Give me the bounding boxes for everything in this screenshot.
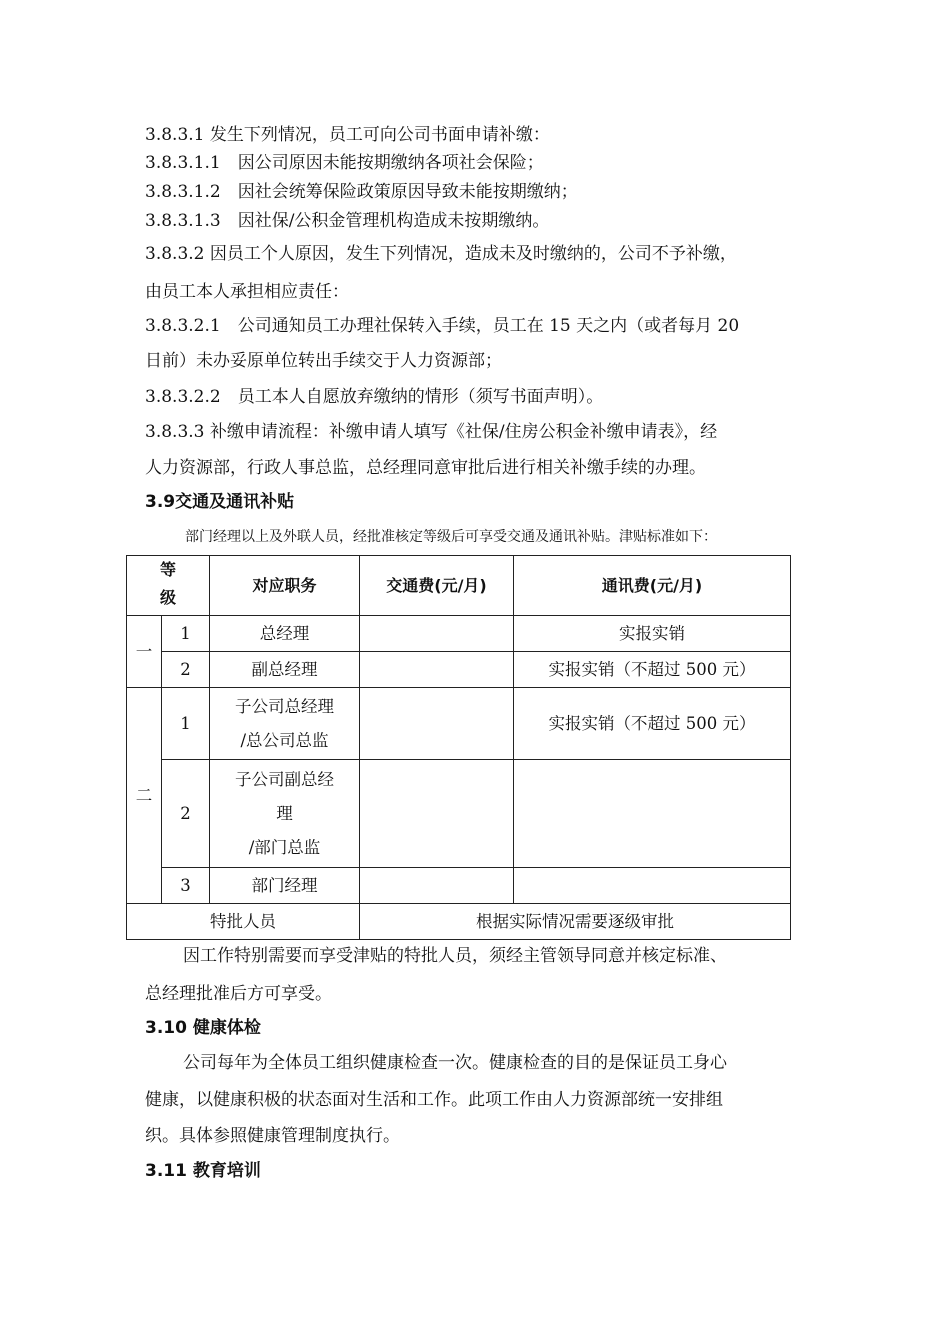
- header-transport: 交通费(元/月): [360, 556, 514, 616]
- row-position: 副总经理: [210, 652, 360, 688]
- clause-3-8-3-1: 3.8.3.1 发生下列情况，员工可向公司书面申请补缴：: [145, 125, 550, 145]
- clause-3-8-3-1-2: 3.8.3.1.2 因社会统筹保险政策原因导致未能按期缴纳；: [145, 182, 578, 202]
- row-number: 2: [162, 652, 210, 688]
- table-row: [127, 688, 791, 760]
- row-transport: [360, 616, 514, 652]
- table-row: [127, 652, 791, 688]
- table-row-special: [127, 904, 791, 940]
- section-3-10-para-line1: 公司每年为全体员工组织健康检查一次。健康检查的目的是保证员工身心: [183, 1053, 727, 1073]
- clause-3-8-3-2-2: 3.8.3.2.2 员工本人自愿放弃缴纳的情形（须写书面声明）。: [145, 387, 604, 407]
- section-3-10-para-line2: 健康，以健康积极的状态面对生活和工作。此项工作由人力资源部统一安排组: [145, 1090, 723, 1110]
- row-number: 1: [162, 616, 210, 652]
- row-position-line: 子公司总经理: [235, 696, 334, 716]
- row-position: 部门经理: [210, 868, 360, 904]
- after-table-para-line1: 因工作特别需要而享受津贴的特批人员，须经主管领导同意并核定标准、: [183, 946, 727, 966]
- row-position-line: /部门总监: [248, 837, 321, 857]
- clause-3-8-3-2-cont: 由员工本人承担相应责任：: [145, 282, 349, 302]
- special-value: 根据实际情况需要逐级审批: [360, 904, 791, 940]
- row-position: [210, 688, 360, 760]
- header-comm: 通讯费(元/月): [514, 556, 791, 616]
- clause-3-8-3-3: 3.8.3.3 补缴申请流程：补缴申请人填写《社保/住房公积金补缴申请表》，经: [145, 422, 718, 442]
- table-row: [127, 868, 791, 904]
- row-number: 2: [162, 760, 210, 868]
- row-transport: [360, 688, 514, 760]
- clause-3-8-3-2: 3.8.3.2 因员工个人原因，发生下列情况，造成未及时缴纳的，公司不予补缴，: [145, 244, 737, 264]
- special-label: 特批人员: [127, 904, 360, 940]
- row-comm: [514, 760, 791, 868]
- section-3-10-heading: 3.10 健康体检: [145, 1018, 261, 1038]
- table-header-row: [127, 556, 791, 616]
- after-table-para-line2: 总经理批准后方可享受。: [145, 984, 332, 1004]
- row-comm: [514, 868, 791, 904]
- header-position: 对应职务: [210, 556, 360, 616]
- clause-3-8-3-2-1: 3.8.3.2.1 公司通知员工办理社保转入手续，员工在 15 天之内（或者每月 20: [145, 316, 740, 336]
- table-row: [127, 616, 791, 652]
- row-position-line: 子公司副总经: [235, 769, 334, 789]
- grade-one-cell: 一: [127, 616, 162, 688]
- section-3-9-heading: 3.9交通及通讯补贴: [145, 492, 295, 512]
- row-transport: [360, 652, 514, 688]
- clause-3-8-3-2-1-cont: 日前）未办妥原单位转出手续交于人力资源部；: [145, 351, 502, 371]
- grade-two-cell: 二: [127, 688, 162, 904]
- row-position: [210, 760, 360, 868]
- clause-3-8-3-1-1: 3.8.3.1.1 因公司原因未能按期缴纳各项社会保险；: [145, 153, 544, 173]
- section-3-10-para-line3: 织。具体参照健康管理制度执行。: [145, 1126, 400, 1146]
- section-3-9-intro: 部门经理以上及外联人员，经批准核定等级后可享受交通及通讯补贴。津贴标准如下：: [185, 529, 717, 545]
- row-position-line: 理: [276, 803, 293, 823]
- allowance-table: [126, 555, 791, 940]
- row-number: 3: [162, 868, 210, 904]
- row-comm: 实报实销（不超过 500 元）: [514, 688, 791, 760]
- row-comm: 实报实销（不超过 500 元）: [514, 652, 791, 688]
- table-row: [127, 760, 791, 868]
- row-number: 1: [162, 688, 210, 760]
- row-position: 总经理: [210, 616, 360, 652]
- row-transport: [360, 760, 514, 868]
- row-transport: [360, 868, 514, 904]
- clause-3-8-3-1-3: 3.8.3.1.3 因社保/公积金管理机构造成未按期缴纳。: [145, 211, 550, 231]
- header-grade: 等级: [127, 556, 210, 616]
- clause-3-8-3-3-cont: 人力资源部，行政人事总监，总经理同意审批后进行相关补缴手续的办理。: [145, 458, 706, 478]
- row-comm: 实报实销: [514, 616, 791, 652]
- section-3-11-heading: 3.11 教育培训: [145, 1161, 261, 1181]
- row-position-line: /总公司总监: [240, 730, 329, 750]
